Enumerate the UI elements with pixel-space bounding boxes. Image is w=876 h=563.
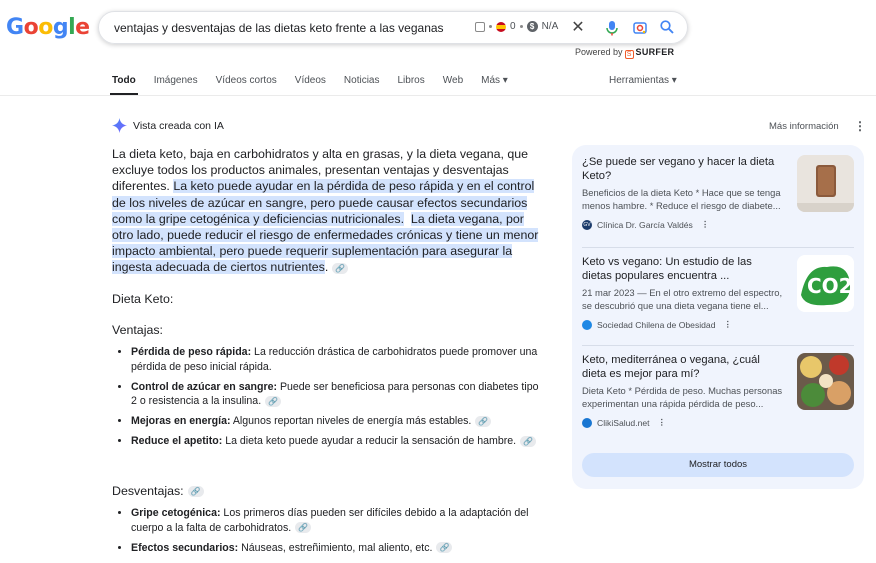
more-info-link[interactable]: Más información	[769, 121, 839, 132]
ai-overview-header	[112, 118, 224, 133]
link-icon[interactable]: 🔗	[475, 416, 491, 427]
source-thumbnail[interactable]	[797, 353, 854, 410]
powered-by-surfer[interactable]	[575, 47, 674, 59]
link-icon[interactable]: 🔗	[295, 522, 311, 533]
item-text: Náuseas, estreñimiento, mal aliento, etc.	[238, 541, 433, 554]
site-name: Sociedad Chilena de Obesidad	[597, 319, 716, 330]
search-icon[interactable]	[659, 20, 675, 36]
tab-videos-cortos[interactable]: Vídeos cortos	[215, 75, 277, 86]
dollar-icon: $	[527, 21, 538, 32]
item-title: Control de azúcar en sangre:	[131, 380, 277, 393]
search-box[interactable]	[98, 11, 688, 44]
extension-widget[interactable]	[475, 21, 558, 32]
item-text: Algunos reportan niveles de energía más estables.	[230, 415, 472, 428]
source-title[interactable]: Keto vs vegano: Un estudio de las dietas populares encuentra ...	[582, 256, 752, 282]
clear-icon[interactable]: ✕	[571, 19, 585, 36]
tab-mas[interactable]: Más ▾	[481, 75, 508, 86]
pros-heading: Ventajas:	[112, 323, 163, 337]
site-favicon-icon	[582, 320, 592, 330]
more-options-icon[interactable]: ⋮	[700, 219, 710, 229]
source-snippet: 21 mar 2023 — En el otro extremo del espectro, se descubrió que una dieta vegana tiene el...	[582, 287, 783, 311]
co2-text: CO2	[807, 274, 853, 298]
google-logo[interactable]	[6, 15, 90, 40]
more-options-icon[interactable]: ⋮	[723, 319, 733, 329]
link-icon[interactable]: 🔗	[436, 542, 452, 553]
source-site[interactable]	[582, 319, 732, 330]
list-item	[131, 541, 547, 556]
source-site[interactable]	[582, 219, 709, 230]
spain-flag-icon	[496, 22, 506, 32]
dot-icon	[489, 25, 492, 28]
tab-web[interactable]: Web	[442, 75, 464, 86]
more-options-icon[interactable]: ⋮	[657, 417, 667, 427]
site-name: ClikiSalud.net	[597, 417, 650, 428]
lens-icon[interactable]	[632, 20, 648, 36]
link-icon[interactable]: 🔗	[332, 263, 348, 274]
source-snippet: Dieta Keto * Pérdida de peso. Muchas personas experimentan una rápida pérdida de peso...	[582, 385, 783, 409]
extension-count: 0	[510, 21, 516, 32]
item-title: Gripe cetogénica:	[131, 507, 221, 519]
item-text: La reducción drástica de carbohidratos puede promover una pérdida de peso inicial rápida.	[131, 346, 538, 373]
logo-letter: G	[6, 15, 24, 40]
link-icon[interactable]: 🔗	[520, 436, 536, 447]
sources-panel	[572, 145, 864, 489]
cons-heading-label: Desventajas:	[112, 484, 184, 498]
item-title: Reduce el apetito:	[131, 435, 223, 448]
source-thumbnail[interactable]	[797, 255, 854, 312]
site-favicon-icon	[582, 418, 592, 428]
source-title[interactable]: ¿Se puede ser vegano y hacer la dieta Keto?	[582, 156, 775, 182]
ai-overview-label: Vista creada con IA	[133, 119, 224, 132]
logo-letter: o	[23, 15, 39, 40]
tab-libros[interactable]: Libros	[397, 75, 425, 86]
logo-letter: o	[38, 15, 53, 40]
item-title: Mejoras en energía:	[131, 415, 231, 428]
summary-end: .	[324, 260, 329, 275]
search-input[interactable]: ventajas y desventajas de las dietas keto frente a las veganas	[114, 21, 444, 35]
divider	[582, 247, 854, 248]
list-item	[131, 345, 547, 374]
tab-noticias[interactable]: Noticias	[343, 75, 380, 86]
search-header	[0, 0, 876, 96]
item-title: Pérdida de peso rápida:	[131, 346, 252, 358]
source-thumbnail[interactable]	[797, 155, 854, 212]
site-name: Clínica Dr. García Valdés	[597, 219, 693, 230]
list-item	[131, 434, 547, 449]
source-card[interactable]	[582, 353, 854, 443]
surfer-logo-icon: S	[625, 50, 634, 59]
item-text: Puede ser beneficiosa para personas con diabetes tipo 2 o resistencia a la insulina.	[131, 380, 539, 408]
tools-button[interactable]: Herramientas ▾	[609, 75, 677, 86]
list-item	[131, 414, 547, 429]
powered-prefix: Powered by	[575, 47, 623, 57]
ai-overview-content	[112, 146, 547, 554]
mic-icon[interactable]	[604, 20, 620, 36]
link-icon[interactable]: 🔗	[265, 396, 281, 407]
tab-imagenes[interactable]: Imágenes	[153, 75, 198, 86]
item-title: Efectos secundarios:	[131, 541, 239, 554]
item-text: Los primeros días pueden ser difíciles debido a la adaptación del cuerpo a la falta de carbohidratos.	[131, 507, 529, 534]
source-card[interactable]	[582, 155, 854, 245]
surfer-brand: SURFER	[635, 47, 675, 57]
list-item	[131, 506, 547, 535]
source-title[interactable]: Keto, mediterránea o vegana, ¿cuál dieta es mejor para mí?	[582, 354, 760, 380]
more-options-icon[interactable]: ⋮	[854, 119, 866, 133]
gemini-spark-icon	[112, 118, 127, 133]
logo-letter: g	[52, 15, 69, 40]
list-item	[131, 380, 547, 409]
ai-summary-paragraph	[112, 146, 547, 276]
tab-todo[interactable]: Todo	[112, 75, 136, 86]
link-icon[interactable]: 🔗	[188, 486, 204, 497]
extension-na: N/A	[541, 21, 559, 32]
dot-icon	[520, 25, 523, 28]
pros-list	[131, 345, 547, 455]
show-all-button[interactable]: Mostrar todos	[582, 453, 854, 477]
source-snippet: Beneficios de la dieta Keto * Hace que se tenga menos hambre. * Reduce el riesgo de diabete...	[582, 187, 781, 211]
source-card[interactable]	[582, 255, 854, 345]
source-site[interactable]	[582, 417, 666, 428]
keto-heading: Dieta Keto:	[112, 292, 174, 306]
site-favicon-icon: GV	[583, 221, 591, 228]
checkbox-icon[interactable]	[475, 22, 485, 32]
tab-videos[interactable]: Vídeos	[294, 75, 326, 86]
logo-letter: l	[68, 15, 76, 40]
summary-highlight-vegan[interactable]: La dieta vegana, por otro lado, puede reducir el riesgo de enfermedades crónicas y tiene un menor impacto ambiental, pero puede requerir suplementación para asegurar la ingesta adecuada de ciertos nutrientes	[112, 211, 539, 275]
summary-highlight-keto[interactable]: La keto puede ayudar en la pérdida de peso rápida y en el control de los niveles de azúcar en sangre, pero puede causar efectos secundarios como la gripe cetogénica y deficiencias nutricionales.	[112, 179, 535, 226]
summary-intro: La dieta keto, baja en carbohidratos y alta en grasas, y la dieta vegana, que excluye todos los productos animales, presentan ventajas y desventajas diferentes.	[112, 147, 529, 194]
item-text: La dieta keto puede ayudar a reducir la sensación de hambre.	[222, 435, 517, 448]
divider	[582, 345, 854, 346]
cons-list	[131, 506, 547, 561]
cons-heading	[112, 484, 204, 498]
search-tabs	[112, 75, 526, 86]
logo-letter: e	[75, 15, 90, 40]
